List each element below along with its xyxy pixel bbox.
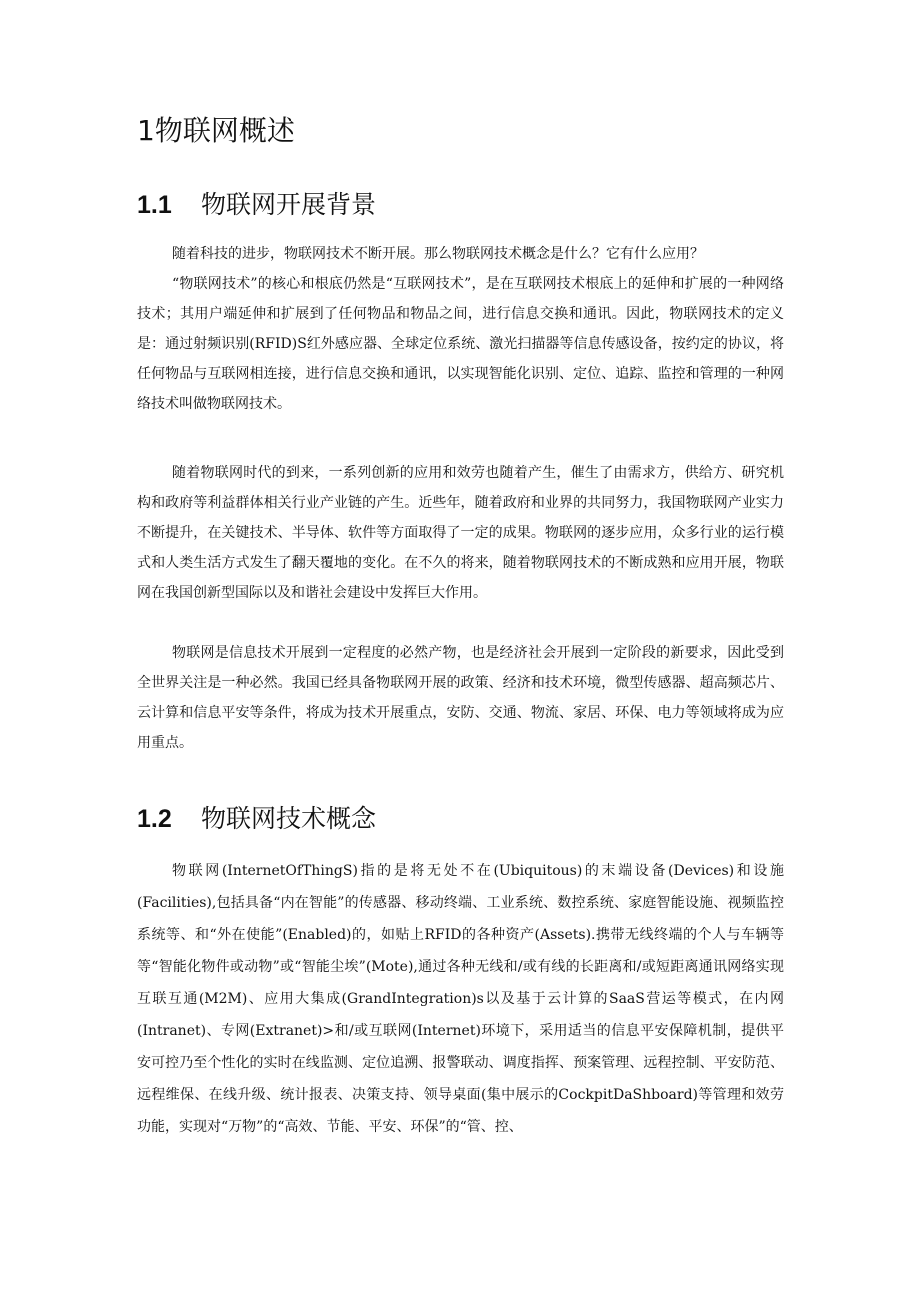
paragraph: 随着科技的进步，物联网技术不断开展。那么物联网技术概念是什么？它有什么应用？	[172, 246, 704, 262]
paragraph: 随着物联网时代的到来，一系列创新的应用和效劳也随着产生，催生了由需求方，供给方、研究机构和政府等利益群体相关行业产业链的产生。近些年，随着政府和业界的共同努力，我国物联网产业实力不断提升，在关键技术、半导体、软件等方面取得了一定的成果。物联网的逐步应用，众多行业的运行模式和人类生活方式发生了翻天覆地的变化。在不久的将来，随着物联网技术的不断成熟和应用开展，物联网在我国创新型国际以及和谐社会建设中发挥巨大作用。	[137, 465, 784, 601]
section-number: 1.1	[137, 191, 172, 219]
chapter-title: 1物联网概述	[137, 114, 295, 147]
section-heading-text: 物联网技术概念	[201, 804, 377, 833]
section-heading-text: 物联网开展背景	[201, 190, 377, 219]
section-heading-1-2	[137, 803, 376, 835]
paragraph: 物联网是信息技术开展到一定程度的必然产物，也是经济社会开展到一定阶段的新要求，因此受到全世界关注是一种必然。我国已经具备物联网开展的政策、经济和技术环境，微型传感器、超高频芯片、云计算和信息平安等条件，将成为技术开展重点，安防、交通、物流、家居、环保、电力等领域将成为应用重点。	[137, 645, 784, 751]
paragraph: 物联网(InternetOfThingS)指的是将无处不在(Ubiquitous)的末端设备(Devices)和设施(Facilities),包括具备“内在智能”的传感器、移动终端、工业系统、数控系统、家庭智能设施、视频监控系统等、和“外在使能”(Enabled)的，如贴上RFID的各种资产(Assets).携带无线终端的个人与车辆等等“智能化物件或动物”或“智能尘埃”(Mote),通过各种无线和/或有线的长距离和/或短距离通讯网络实现互联互通(M2M)、应用大集成(GrandIntegration)s以及基于云计算的SaaS营运等模式，在内网(Intranet)、专网(Extranet)>和/或互联网(Internet)环境下，采用适当的信息平安保障机制，提供平安可控乃至个性化的实时在线监测、定位追溯、报警联动、调度指挥、预案管理、远程控制、平安防范、远程维保、在线升级、统计报表、决策支持、领导桌面(集中展示的CockpitDaShboard)等管理和效劳功能，实现对“万物”的“高效、节能、平安、环保”的“管、控、	[137, 863, 784, 1135]
section-heading-1-1	[137, 189, 376, 221]
section-number: 1.2	[137, 805, 172, 833]
paragraph: “物联网技术”的核心和根底仍然是“互联网技术”，是在互联网技术根底上的延伸和扩展的一种网络技术；其用户端延伸和扩展到了任何物品和物品之间，进行信息交换和通讯。因此，物联网技术的定义是：通过射频识别(RFID)S红外感应器、全球定位系统、激光扫描器等信息传感设备，按约定的协议，将任何物品与互联网相连接，进行信息交换和通讯，以实现智能化识别、定位、追踪、监控和管理的一种网络技术叫做物联网技术。	[137, 276, 784, 412]
